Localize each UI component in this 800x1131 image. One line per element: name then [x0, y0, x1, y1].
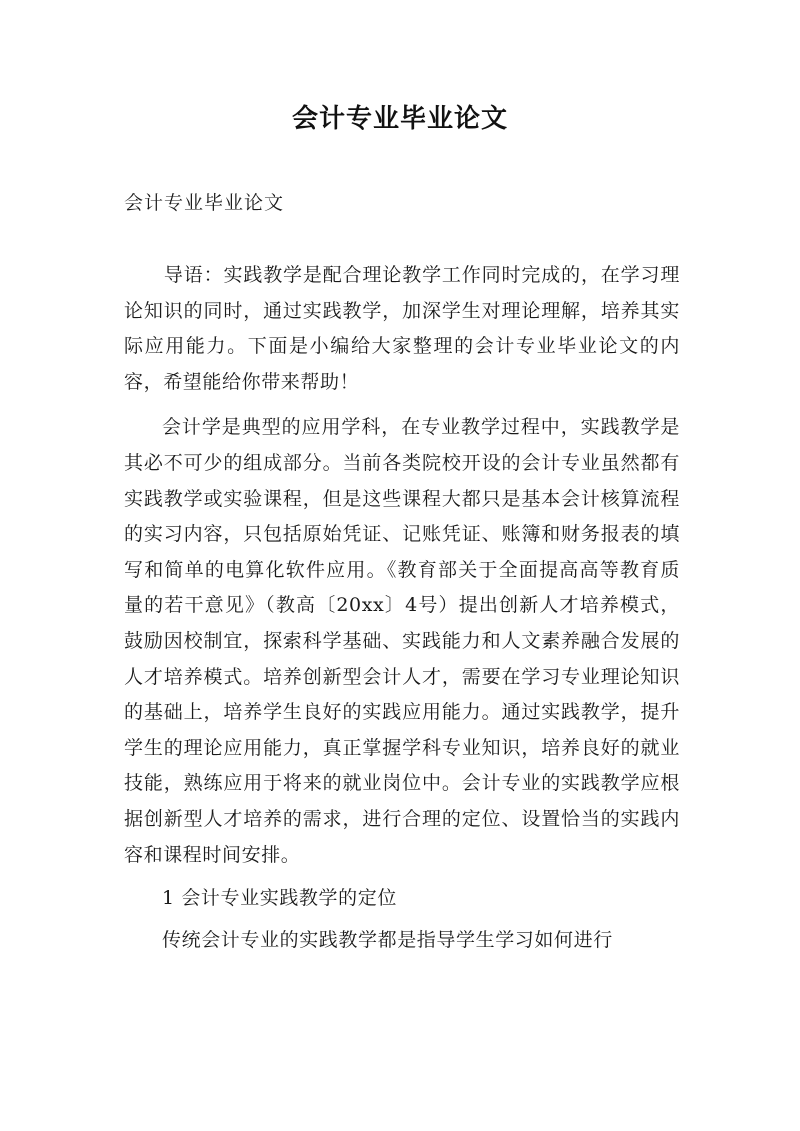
- document-body: [124, 258, 680, 958]
- intro-paragraph: 导语：实践教学是配合理论教学工作同时完成的，在学习理论知识的同时，通过实践教学，加深学生对理论理解，培养其实际应用能力。下面是小编给大家整理的会计专业毕业论文的内容，希望能给你带来帮助！: [124, 264, 680, 393]
- document-title: 会计专业毕业论文: [291, 104, 508, 134]
- section-paragraph: 传统会计专业的实践教学都是指导学生学习如何进行: [162, 928, 613, 951]
- document-subtitle: 会计专业毕业论文: [124, 192, 285, 214]
- section-heading: 1 会计专业实践教学的定位: [162, 887, 397, 910]
- body-paragraph: 会计学是典型的应用学科，在专业教学过程中，实践教学是其必不可少的组成部分。当前各类院校开设的会计专业虽然都有实践教学或实验课程，但是这些课程大都只是基本会计核算流程的实习内容，只包括原始凭证、记账凭证、账簿和财务报表的填写和简单的电算化软件应用。《教育部关于全面提高高等教育质量的若干意见》（教高〔20xx〕4号）提出创新人才培养模式，鼓励因校制宜，探索科学基础、实践能力和人文素养融合发展的人才培养模式。培养创新型会计人才，需要在学习专业理论知识的基础上，培养学生良好的实践应用能力。通过实践教学，提升学生的理论应用能力，真正掌握学科专业知识，培养良好的就业技能，熟练应用于将来的就业岗位中。会计专业的实践教学应根据创新型人才培养的需求，进行合理的定位、设置恰当的实践内容和课程时间安排。: [124, 416, 680, 866]
